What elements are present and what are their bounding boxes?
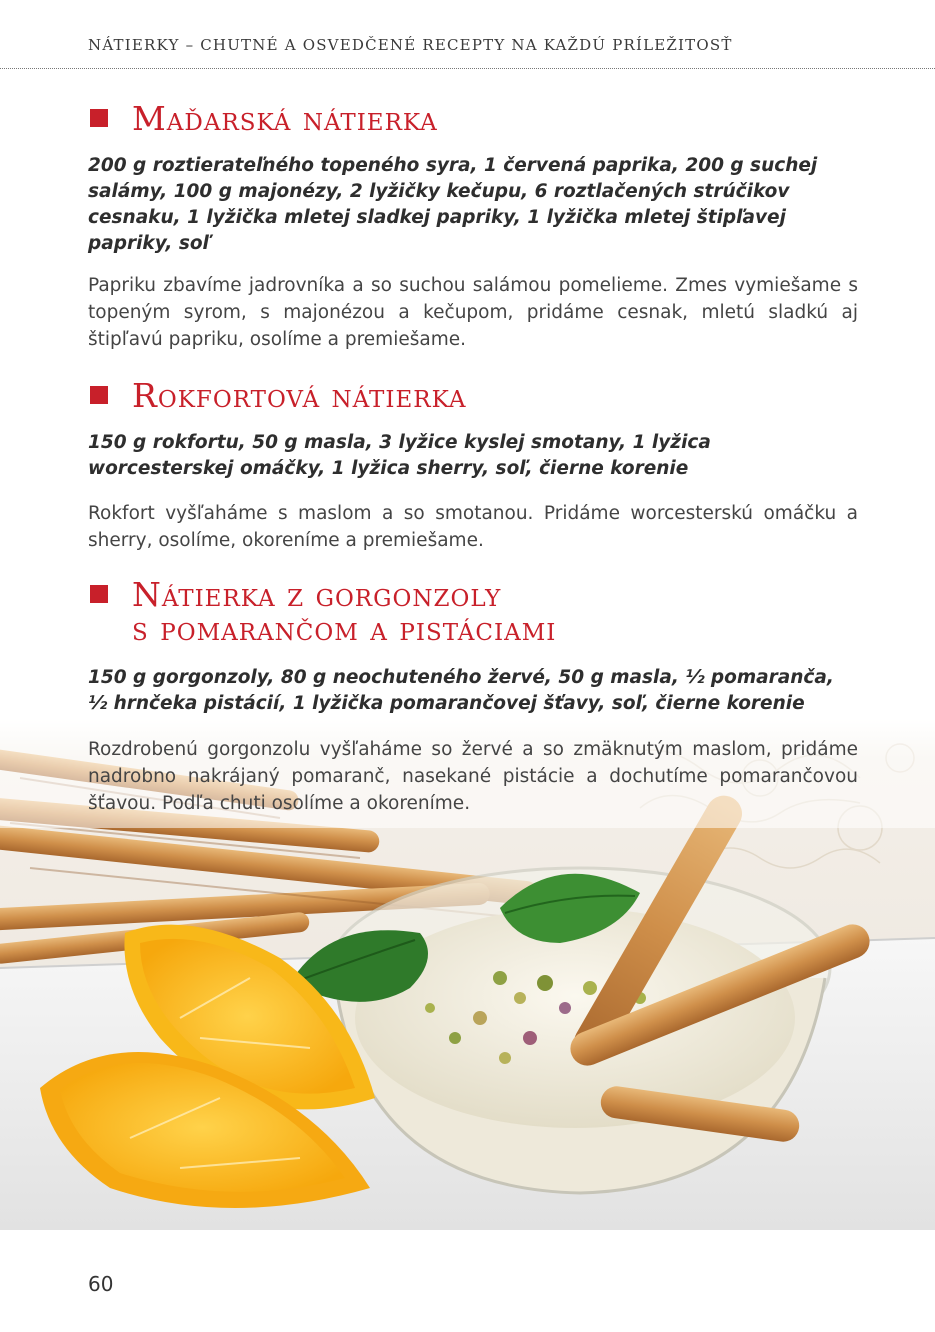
recipe-instructions: Rozdrobenú gorgonzolu vyšľaháme so žervé a so zmäknutým maslom, pridáme nadrobno nakrájaný pomaranč, nasekané pistácie a dochutíme pomarančovou šťavou. Podľa chuti osolíme a okoreníme. xyxy=(88,739,858,814)
header-divider xyxy=(0,68,935,69)
title-bullet-square xyxy=(90,109,108,127)
page-number: 60 xyxy=(88,1272,114,1296)
recipe-title-text: Nátierka z gorgonzoly xyxy=(132,575,502,614)
recipe-title xyxy=(90,99,438,138)
recipe-title xyxy=(90,575,557,648)
recipe-ingredients: 150 g rokfortu, 50 g masla, 3 lyžice kyslej smotany, 1 lyžica worcesterskej omáčky, 1 lyžica sherry, soľ, čierne korenie xyxy=(88,432,711,479)
recipe-instructions: Rokfort vyšľaháme s maslom a so smotanou. Pridáme worcesterskú omáčku a sherry, osolíme, okoreníme a premiešame. xyxy=(88,503,858,551)
recipe-title xyxy=(90,376,467,415)
recipe-ingredients: 200 g roztierateľného topeného syra, 1 červená paprika, 200 g suchej salámy, 100 g majonézy, 2 lyžičky kečupu, 6 roztlačených strúčikov cesnaku, 1 lyžička mletej sladkej papriky, 1 lyžička mletej štipľavej papriky, soľ xyxy=(88,155,818,254)
running-header: NÁTIERKY – CHUTNÉ A OSVEDČENÉ RECEPTY NA KAŽDÚ PRÍLEŽITOSŤ xyxy=(88,36,733,54)
recipe-title-text-line2: s pomarančom a pistáciami xyxy=(132,609,557,648)
title-bullet-square xyxy=(90,386,108,404)
recipe-instructions: Papriku zbavíme jadrovníka a so suchou salámou pomelieme. Zmes vymiešame s topeným syrom, s majonézou a kečupom, pridáme cesnak, mletú sladkú aj štipľavú papriku, osolíme a premiešame. xyxy=(88,275,858,350)
recipe-title-text: Rokfortová nátierka xyxy=(132,376,467,415)
recipe-title-text: Maďarská nátierka xyxy=(132,99,438,138)
recipe-ingredients: 150 g gorgonzoly, 80 g neochuteného žervé, 50 g masla, ½ pomaranča, ½ hrnčeka pistácií, 1 lyžička pomarančovej šťavy, soľ, čierne korenie xyxy=(88,667,834,714)
title-bullet-square xyxy=(90,585,108,603)
